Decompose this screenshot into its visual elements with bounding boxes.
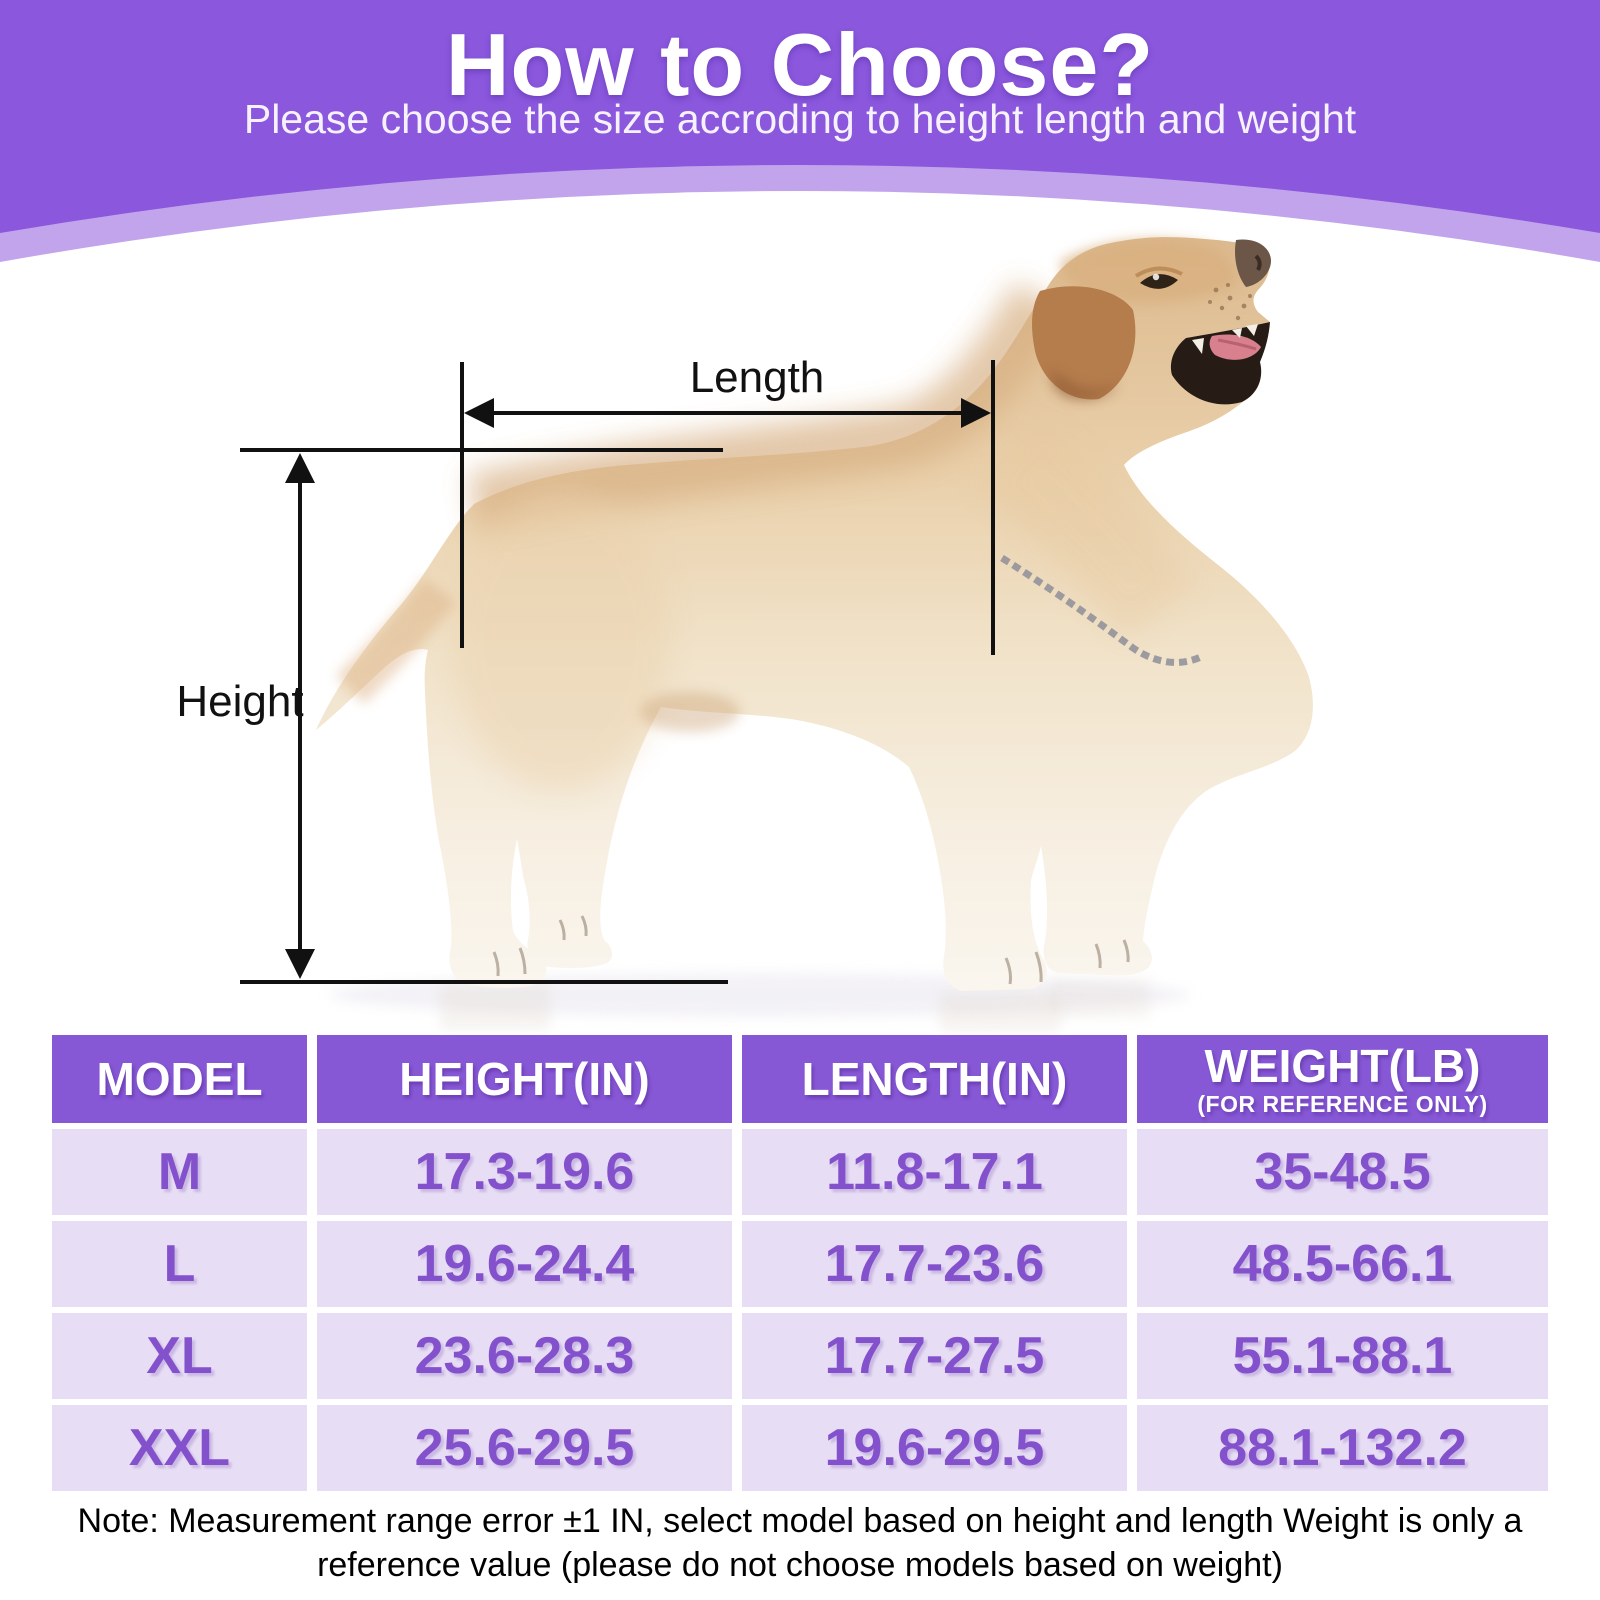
table-row-xxl-length: 19.6-29.5 [742,1405,1127,1491]
table-row-l-weight: 48.5-66.1 [1137,1221,1548,1307]
column-header-model: MODEL [52,1035,307,1123]
table-row-l-length: 17.7-23.6 [742,1221,1127,1307]
table-row-xl-length: 17.7-27.5 [742,1313,1127,1399]
height-arrowhead-top [285,453,315,483]
table-row-m-model: M [52,1129,307,1215]
table-row-xxl-weight: 88.1-132.2 [1137,1405,1548,1491]
column-header-height: HEIGHT(IN) [317,1035,732,1123]
table-row-xl-weight: 55.1-88.1 [1137,1313,1548,1399]
measurement-note-line1: Note: Measurement range error ±1 IN, select model based on height and length Weight is only a [77,1502,1523,1540]
table-row-xxl-model: XXL [52,1405,307,1491]
length-arrowhead-left [464,398,494,428]
measurement-note [0,1500,1600,1587]
table-row-l-height: 19.6-24.4 [317,1221,732,1307]
size-table [52,1035,1548,1491]
height-label: Height [176,677,304,726]
table-row-m-length: 11.8-17.1 [742,1129,1127,1215]
column-header-weight-main: WEIGHT(LB) [1204,1040,1481,1093]
length-label: Length [689,353,825,402]
page-title: How to Choose? [445,15,1155,114]
table-row-xl-height: 23.6-28.3 [317,1313,732,1399]
table-row-xl-model: XL [52,1313,307,1399]
table-row-l-model: L [52,1221,307,1307]
measurement-note-line2: reference value (please do not choose models based on weight) [317,1545,1283,1584]
table-row-m-height: 17.3-19.6 [317,1129,732,1215]
dog-illustration [316,237,1313,991]
column-header-weight-subnote: (FOR REFERENCE ONLY) [1197,1090,1488,1117]
page-subtitle: Please choose the size accroding to height length and weight [243,96,1357,142]
column-header-length: LENGTH(IN) [742,1035,1127,1123]
table-row-xxl-height: 25.6-29.5 [317,1405,732,1491]
height-arrowhead-bottom [285,949,315,979]
table-row-m-weight: 35-48.5 [1137,1129,1548,1215]
column-header-weight [1137,1035,1548,1123]
